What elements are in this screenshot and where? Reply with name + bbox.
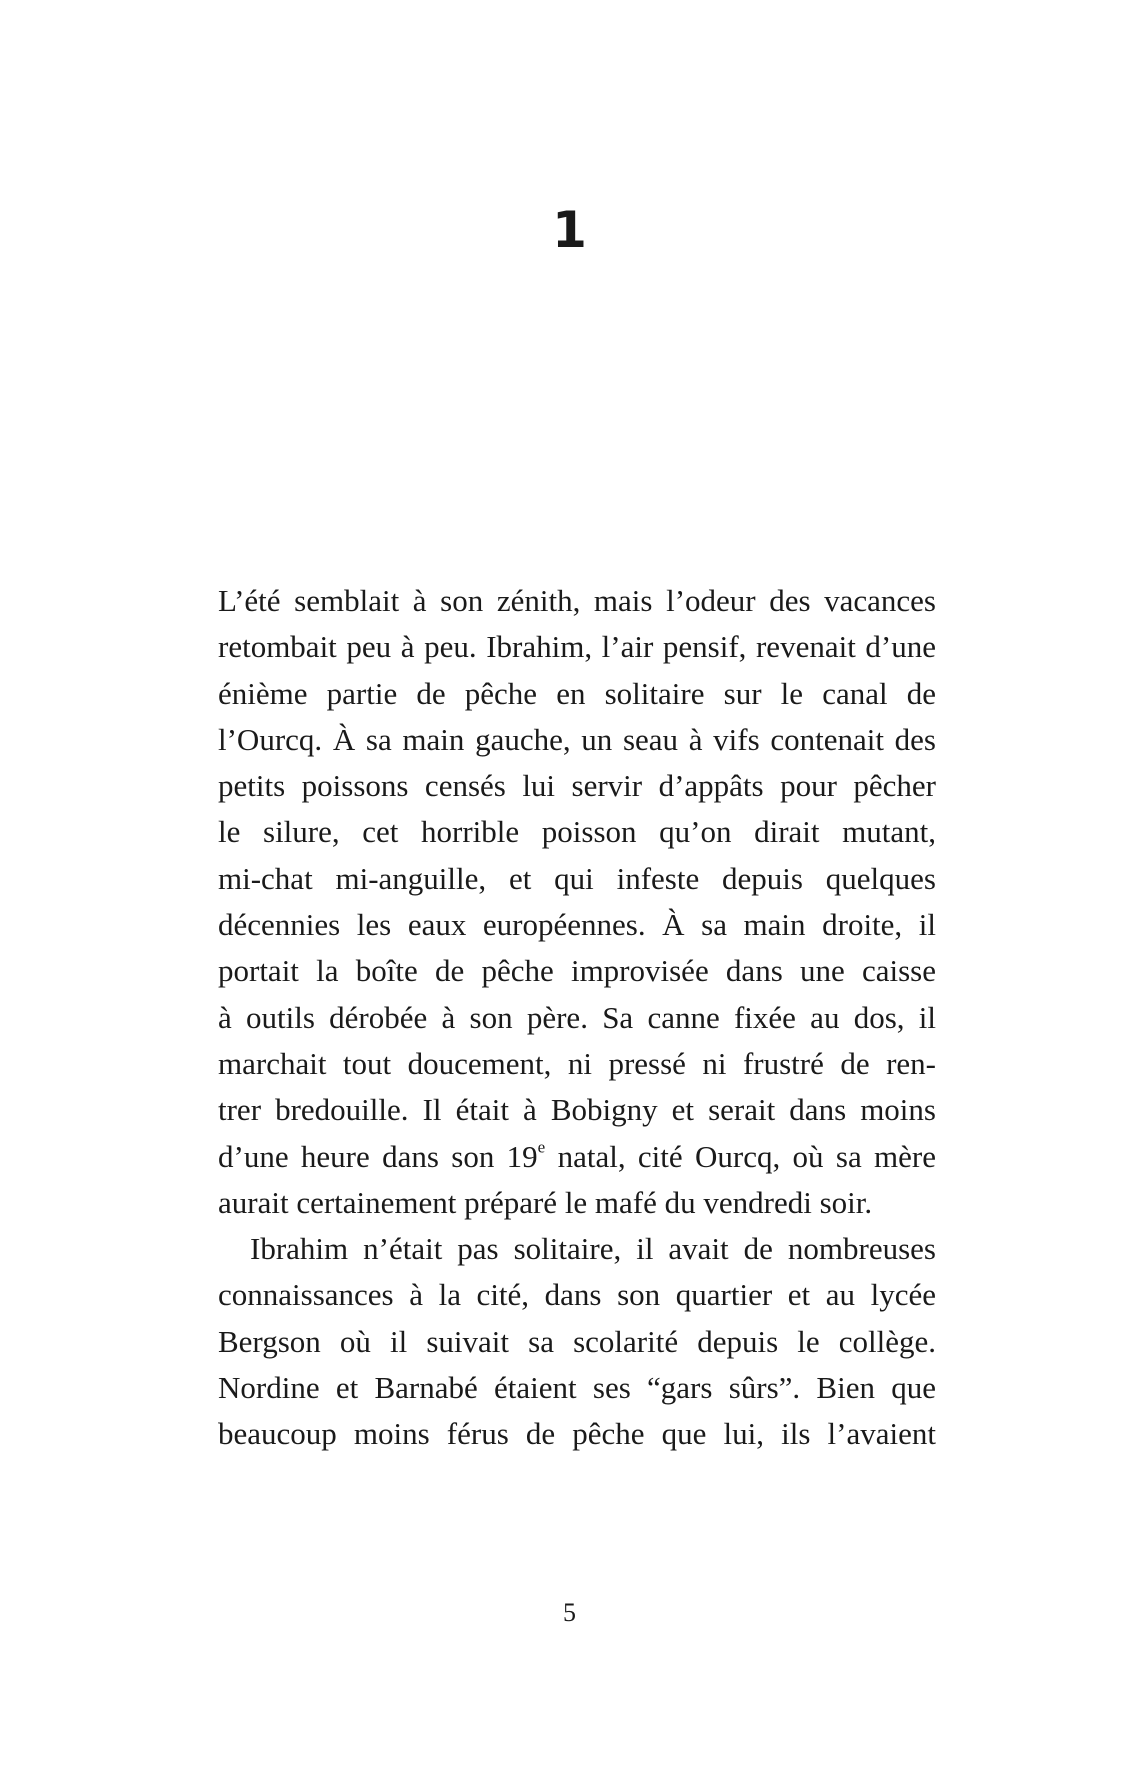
text-line: l’Ourcq. À sa main gauche, un seau à vifs contenait des [218,721,936,757]
text-line: Ibrahim n’était pas solitaire, il avait de nombreuses [250,1231,936,1267]
text-line-ordinal [218,1134,936,1180]
paragraph-1 [218,578,936,1226]
text-line: mi-chat mi-anguille, et qui infeste depuis quelques [218,860,936,896]
text-line: décennies les eaux européennes. À sa main droite, il [218,907,936,943]
page-number: 5 [563,1598,576,1627]
text-line: connaissances à la cité, dans son quartier et au lycée [218,1277,936,1313]
text-line: Bergson où il suivait sa scolarité depuis le collège. [218,1323,936,1359]
text-line: Nordine et Barnabé étaient ses “gars sûrs”. Bien que [218,1370,936,1406]
text-line: portait la boîte de pêche improvisée dans une caisse [218,953,936,989]
text-fragment: d’une heure dans son 19 [218,1138,538,1174]
text-line: aurait certainement préparé le mafé du vendredi soir. [218,1184,873,1220]
text-line: à outils dérobée à son père. Sa canne fixée au dos, il [218,999,936,1035]
text-line: L’été semblait à son zénith, mais l’odeur des vacances [218,583,936,618]
text-line: retombait peu à peu. Ibrahim, l’air pensif, revenait d’une [218,629,936,665]
ordinal-superscript: e [537,1137,546,1157]
body-text [218,578,936,1458]
text-line: énième partie de pêche en solitaire sur le canal de [218,675,936,711]
text-line: petits poissons censés lui servir d’appâts pour pêcher [218,768,936,804]
chapter-number: 1 [552,201,587,259]
paragraph-2 [218,1226,936,1457]
text-line: le silure, cet horrible poisson qu’on dirait mutant, [218,814,936,850]
text-line: marchait tout doucement, ni pressé ni frustré de ren- [218,1045,936,1081]
text-fragment: natal, cité Ourcq, où sa mère [545,1138,936,1174]
text-line: beaucoup moins férus de pêche que lui, ils l’avaient [218,1416,936,1452]
text-line: trer bredouille. Il était à Bobigny et serait dans moins [218,1092,936,1128]
